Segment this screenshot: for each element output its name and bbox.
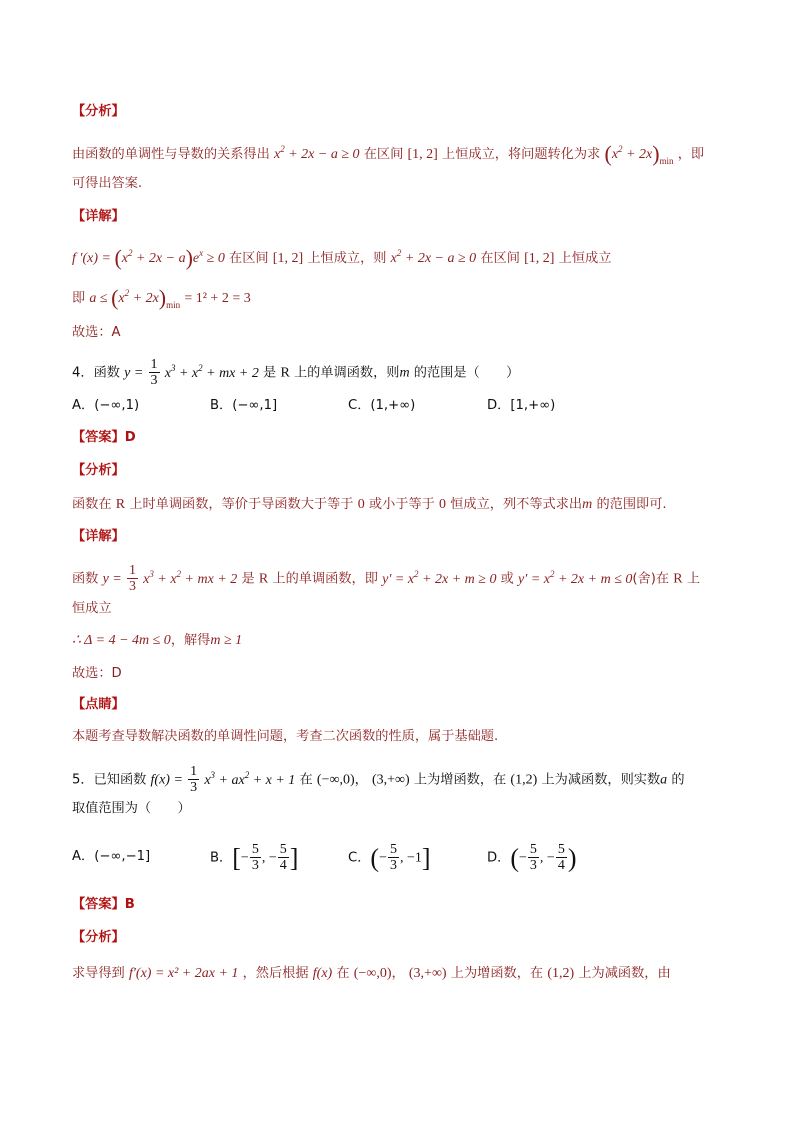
comment-text-4: 本题考查导数解决函数的单调性问题，考查二次函数的性质，属于基础题.: [72, 729, 499, 744]
detail-heading-4: 【详解】: [72, 529, 125, 544]
question-5-stem: 5．已知函数 f(x) = $\frac{1}{3}$ $x^3 + ax^2 + x + 1$ 在 (−∞,0)， (3,+∞) 上为增函数，在 (1,2) 上为减函数，则实数a 的: [72, 764, 685, 795]
option-d[interactable]: D．(− $\frac{5}{3}$ , − $\frac{5}{4}$ ): [487, 842, 577, 873]
option-b[interactable]: B．[− $\frac{5}{3}$ , − $\frac{5}{4}$ ]: [210, 842, 299, 873]
analysis-text-3: 由函数的单调性与导数的关系得出 $x^2 + 2x - a \ge 0$ 在区间 [1, 2] 上恒成立，将问题转化为求 $(x^2 + 2x)_{min}$ ，即: [72, 141, 705, 166]
detail-line-1-3: f $'(x) = (x^2 + 2x - a)e^x \ge 0$ 在区间 [1, 2] 上恒成立，则 $x^2 + 2x - a \ge 0$ 在区间 [1, 2] 上恒成立: [72, 245, 612, 270]
option-d[interactable]: D．[1,+∞): [487, 398, 556, 413]
option-a[interactable]: A．(−∞,−1]: [72, 849, 151, 864]
comment-heading-4: 【点睛】: [72, 697, 125, 712]
option-c[interactable]: C．(1,+∞): [348, 398, 416, 413]
detail-line-2-4: ∴ Δ = 4 − 4m ≤ 0，解得m ≥ 1: [72, 633, 243, 648]
analysis-heading-3: 【分析】: [72, 104, 125, 119]
question-5-stem-cont: 取值范围为（ ）: [72, 801, 191, 816]
analysis-text-4: 函数在 R 上时单调函数，等价于导函数大于等于 0 或小于等于 0 恒成立，列不等式求出m 的范围即可.: [72, 497, 667, 512]
analysis-text-5: 求导得到 f′(x) = x² + 2ax + 1 ，然后根据 f(x) 在 (−∞,0)， (3,+∞) 上为增函数，在 (1,2) 上为减函数，由: [72, 966, 671, 981]
detail-line-1-4-cont: 恒成立: [72, 601, 112, 616]
option-c[interactable]: C．(− $\frac{5}{3}$ , −1]: [348, 842, 431, 873]
question-4-stem: 4．函数 y = $\frac{1}{3}$ $x^3 + x^2$ + mx + 2 是 R 上的单调函数，则m 的范围是（ ）: [72, 357, 520, 388]
choose-3: 故选：A: [72, 325, 121, 340]
analysis-heading-4: 【分析】: [72, 463, 125, 478]
option-a[interactable]: A．(−∞,1): [72, 398, 140, 413]
analysis-text-3-cont: 可得出答案.: [72, 176, 143, 191]
answer-5: 【答案】B: [72, 897, 135, 912]
choose-4: 故选：D: [72, 666, 122, 681]
detail-line-2-3: 即 $a \le (x^2 + 2x)_{min} = 1^2 + 2 = 3$: [72, 285, 251, 310]
detail-line-1-4: 函数 y = $\frac{1}{3}$ $x^3 + x^2$ + mx + 2 是 R 上的单调函数，即 $y' = x^2 + 2x + m \ge 0$ 或 $y' = x^2 + 2x + m \le 0$(舍)在 R 上: [72, 563, 700, 594]
answer-4: 【答案】D: [72, 430, 136, 445]
option-b[interactable]: B．(−∞,1]: [210, 398, 278, 413]
analysis-heading-5: 【分析】: [72, 930, 125, 945]
detail-heading-3: 【详解】: [72, 209, 125, 224]
